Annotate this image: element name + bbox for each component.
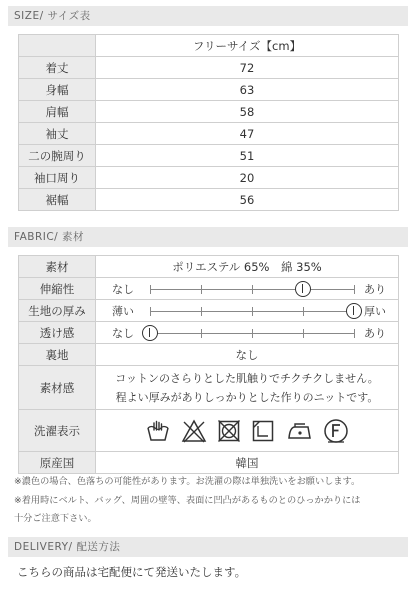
size-table <box>18 34 399 211</box>
fabric-table <box>18 255 399 474</box>
size-label: 袖丈 <box>19 123 96 145</box>
scale-tick <box>303 329 304 338</box>
note-line-3: 十分ご注意下さい。 <box>14 513 97 524</box>
size-label: 袖口周り <box>19 167 96 189</box>
scale-tick <box>354 329 355 338</box>
table-row <box>19 167 399 189</box>
lining-label: 裏地 <box>19 344 96 366</box>
material-value: ポリエステル 65% 綿 35% <box>96 256 399 278</box>
stretch-label: 伸縮性 <box>19 278 96 300</box>
table-row <box>19 410 399 452</box>
table-row <box>19 79 399 101</box>
scale-left-label: 薄い <box>112 304 134 318</box>
texture-value <box>96 366 399 410</box>
table-row <box>19 256 399 278</box>
sheerness-label: 透け感 <box>19 322 96 344</box>
table-row <box>19 300 399 322</box>
size-value: 47 <box>96 123 399 145</box>
origin-value: 韓国 <box>96 452 399 474</box>
size-label: 二の腕周り <box>19 145 96 167</box>
scale-marker <box>295 281 311 297</box>
scale-left-label: なし <box>112 282 134 296</box>
fabric-section-heading: FABRIC/ 素材 <box>8 227 408 247</box>
note-line-2: ※着用時にベルト、バッグ、周囲の壁等、表面に凹凸があるものとのひっかかりには <box>14 495 361 506</box>
size-label: 肩幅 <box>19 101 96 123</box>
scale-right-label: 厚い <box>364 304 386 318</box>
size-value: 20 <box>96 167 399 189</box>
size-value: 51 <box>96 145 399 167</box>
table-row <box>19 145 399 167</box>
scale-tick <box>252 285 253 294</box>
table-row <box>19 57 399 79</box>
scale-tick <box>252 307 253 316</box>
material-label: 素材 <box>19 256 96 278</box>
table-row <box>19 366 399 410</box>
delivery-section-heading: DELIVERY/ 配送方法 <box>8 537 408 557</box>
table-row <box>19 322 399 344</box>
scale-tick <box>201 307 202 316</box>
table-row <box>19 123 399 145</box>
size-label: 裾幅 <box>19 189 96 211</box>
stretch-scale <box>96 278 399 300</box>
texture-line-2: 程よい厚みがありしっかりとした作りのニットです。 <box>115 390 379 404</box>
scale-left-label: なし <box>112 326 134 340</box>
care-label: 洗濯表示 <box>19 410 96 452</box>
size-value: 58 <box>96 101 399 123</box>
hand-wash-icon <box>145 419 171 443</box>
scale-tick <box>201 329 202 338</box>
no-bleach-icon <box>181 419 207 443</box>
size-column-header: フリーサイズ【cm】 <box>96 35 399 57</box>
texture-line-1: コットンのさらりとした肌触りでチクチクしません。 <box>115 371 379 385</box>
iron-low-icon <box>285 419 313 443</box>
table-row <box>19 35 399 57</box>
size-value: 56 <box>96 189 399 211</box>
table-row <box>19 101 399 123</box>
scale-tick <box>303 307 304 316</box>
table-row <box>19 278 399 300</box>
size-section-heading: SIZE/ サイズ表 <box>8 6 408 26</box>
size-label: 身幅 <box>19 79 96 101</box>
scale-tick <box>201 285 202 294</box>
scale-tick <box>354 285 355 294</box>
note-line-1: ※濃色の場合、色落ちの可能性があります。お洗濯の際は単独洗いをお願いします。 <box>14 476 361 487</box>
delivery-text: こちらの商品は宅配便にて発送いたします。 <box>17 565 247 579</box>
scale-right-label: あり <box>364 326 386 340</box>
line-dry-shade-icon <box>251 419 275 443</box>
thickness-label: 生地の厚み <box>19 300 96 322</box>
thickness-scale <box>96 300 399 322</box>
no-tumble-dry-icon <box>217 419 241 443</box>
scale-marker <box>142 325 158 341</box>
scale-right-label: あり <box>364 282 386 296</box>
scale-tick <box>150 285 151 294</box>
lining-value: なし <box>96 344 399 366</box>
size-value: 72 <box>96 57 399 79</box>
origin-label: 原産国 <box>19 452 96 474</box>
dry-clean-f-icon <box>323 418 349 444</box>
sheerness-scale <box>96 322 399 344</box>
table-row <box>19 344 399 366</box>
table-row <box>19 189 399 211</box>
scale-tick <box>150 307 151 316</box>
size-value: 63 <box>96 79 399 101</box>
care-icons <box>96 410 399 452</box>
texture-label: 素材感 <box>19 366 96 410</box>
size-header-blank <box>19 35 96 57</box>
scale-tick <box>252 329 253 338</box>
size-label: 着丈 <box>19 57 96 79</box>
table-row <box>19 452 399 474</box>
scale-marker <box>346 303 362 319</box>
